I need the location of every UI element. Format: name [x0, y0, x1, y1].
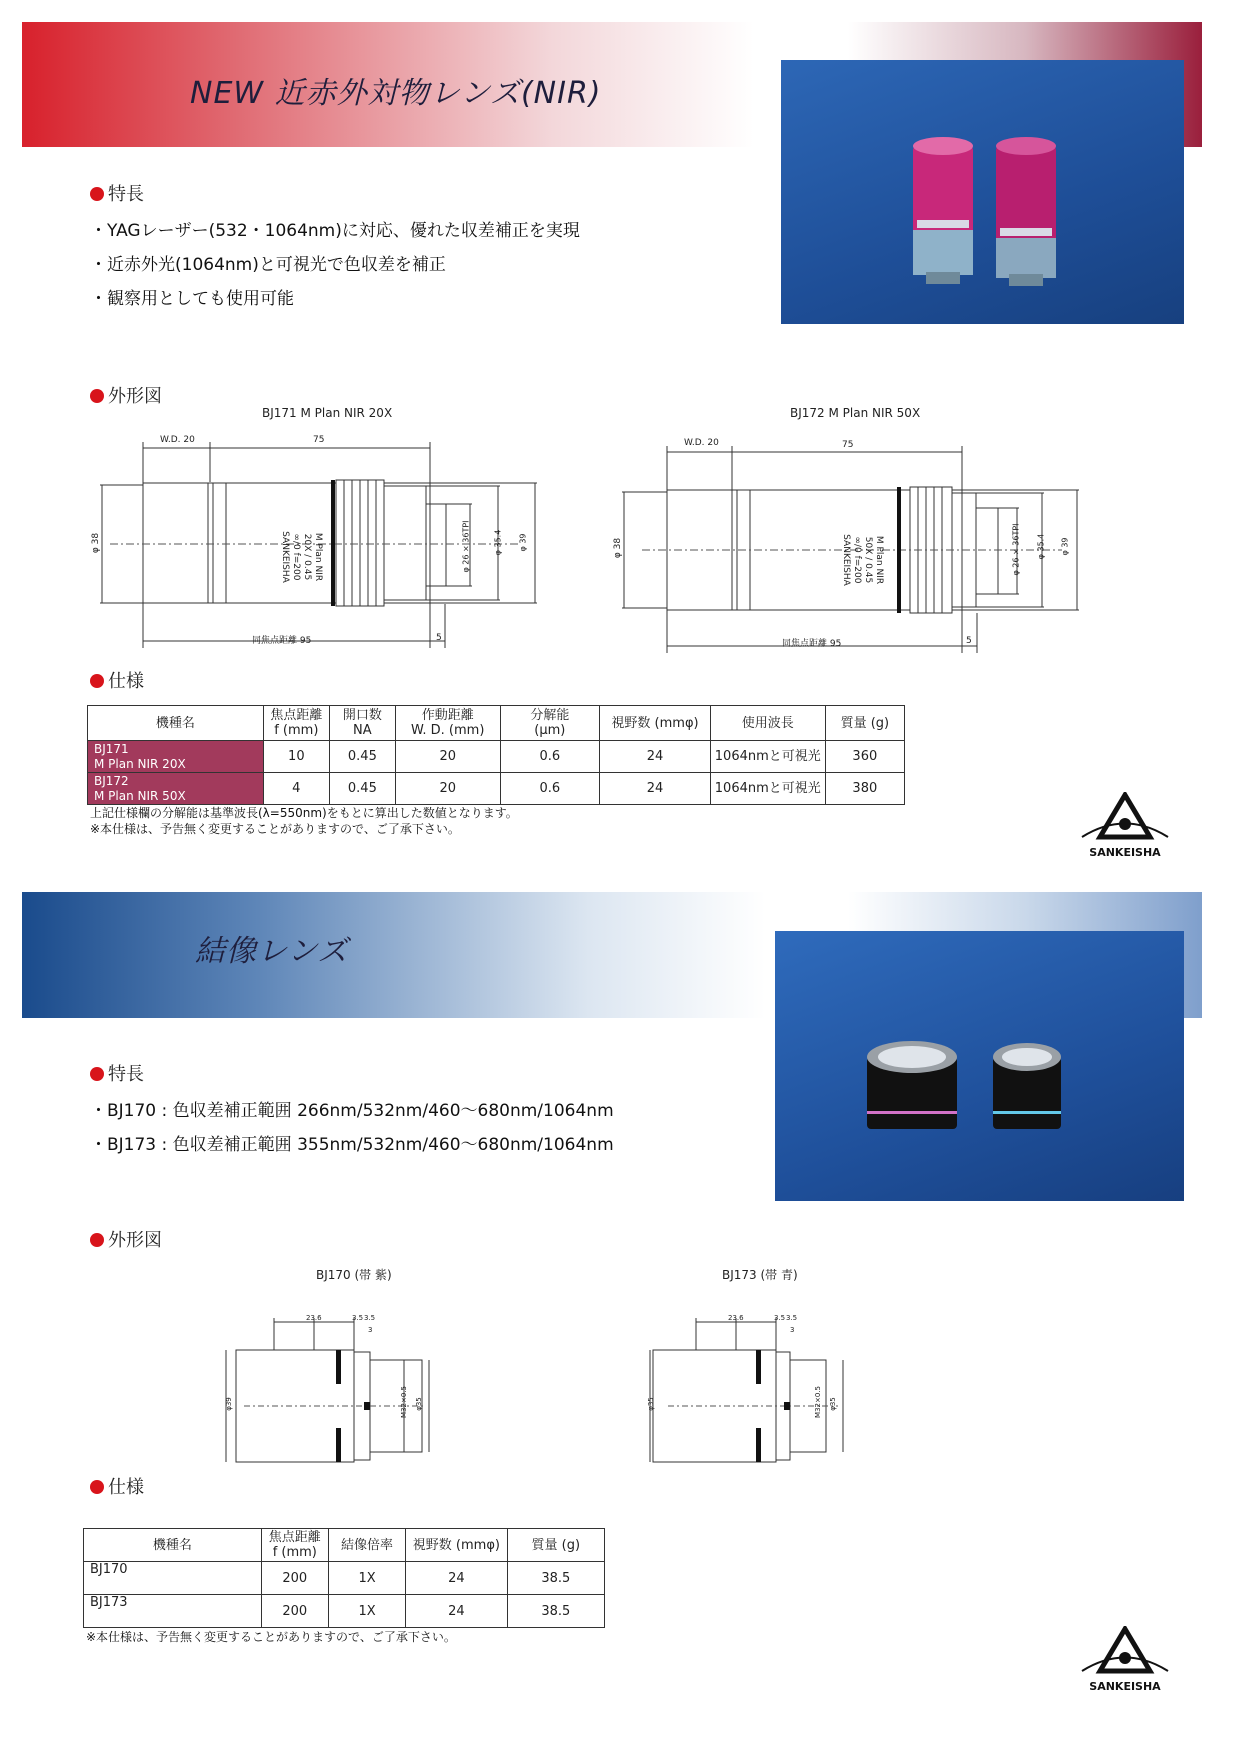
lens-barrel-right [996, 238, 1056, 278]
product-photo-nir [781, 60, 1184, 324]
column-header: 結像倍率 [328, 1529, 405, 1562]
dimension-label: 3 [790, 1326, 795, 1334]
table-row [84, 1595, 605, 1628]
lens-glass-bj173 [1002, 1048, 1052, 1066]
table-row [88, 741, 905, 773]
bullet-dot-icon [90, 389, 104, 403]
engraving-line: SANKEISHA [841, 534, 851, 586]
dimension-label: 3.5 [352, 1314, 364, 1322]
model-name-cell: BJ173 [84, 1595, 262, 1628]
diameter-label: φ 39 [518, 533, 528, 552]
length-label: 75 [313, 435, 325, 445]
spec-heading-label: 仕様 [108, 671, 144, 692]
dimension-label: 3.5 [786, 1314, 798, 1322]
tail-length-label: 5 [436, 633, 442, 643]
table-header-row [84, 1529, 605, 1562]
thread-label: φ 26 × 36TPI [461, 520, 471, 573]
imaging-lenses-illustration [775, 931, 1184, 1201]
nir-lenses-illustration [781, 60, 1184, 324]
engraving-line: M Plan NIR [313, 532, 323, 582]
sankeisha-logo-icon [1080, 792, 1170, 842]
bullet-dot-icon [90, 1067, 104, 1081]
column-header: 分解能 (μm) [500, 706, 600, 741]
wd-label: W.D. 20 [160, 435, 195, 445]
spec-heading-label: 仕様 [108, 1477, 144, 1498]
total-length-label: 同焦点距離 95 [252, 636, 312, 646]
features-heading-label: 特長 [108, 184, 144, 205]
thread-label: φ 26 × 36TPI [1011, 523, 1021, 576]
features-heading-imaging [90, 1060, 144, 1086]
note-line: ※本仕様は、予告無く変更することがありますので、ご了承下さい。 [86, 1630, 456, 1644]
lens-barrel-left [913, 230, 973, 275]
diameter-label: φ 38 [613, 537, 624, 559]
table-cell: 20 [395, 773, 500, 805]
column-header: 焦点距離 f (mm) [261, 1529, 328, 1562]
note-line: ※本仕様は、予告無く変更することがありますので、ご了承下さい。 [90, 822, 460, 836]
table-row [88, 773, 905, 805]
table-cell: 0.45 [329, 773, 395, 805]
column-header: 質量 (g) [507, 1529, 604, 1562]
engraving-line: M Plan NIR [874, 535, 884, 585]
bullet-dot-icon [90, 1480, 104, 1494]
table-cell: 24 [406, 1562, 507, 1595]
dimension-label: 3.5 [364, 1314, 376, 1322]
table-cell: 1064nmと可視光 [710, 773, 825, 805]
drawing-caption: BJ173 (帯 青) [722, 1268, 798, 1282]
table-row [84, 1562, 605, 1595]
table-cell: 1064nmと可視光 [710, 741, 825, 773]
table-cell: 24 [600, 773, 711, 805]
column-header: 使用波長 [710, 706, 825, 741]
table-cell: 4 [263, 773, 329, 805]
diameter-label: φ35 [828, 1397, 837, 1411]
purple-band-bj170 [867, 1111, 957, 1114]
table-cell: 20 [395, 741, 500, 773]
lens-ring-left [917, 220, 969, 228]
logo-text: SANKEISHA [1089, 1680, 1161, 1693]
table-cell: 0.45 [329, 741, 395, 773]
product-photo-imaging [775, 931, 1184, 1201]
column-header: 焦点距離 f (mm) [263, 706, 329, 741]
spec-heading-nir [90, 667, 144, 693]
table-cell: 38.5 [507, 1595, 604, 1628]
diameter-label: φ35 [414, 1397, 423, 1411]
column-header: 機種名 [84, 1529, 262, 1562]
blue-band-bj173 [993, 1111, 1061, 1114]
thread-label: M32×0.5 [399, 1386, 408, 1418]
sankeisha-logo [1080, 1626, 1170, 1696]
drawings-heading-imaging [90, 1226, 162, 1252]
spec-table-nir [87, 705, 905, 805]
dimension-label: 3 [368, 1326, 373, 1334]
section-title-imaging: 結像レンズ [195, 934, 349, 969]
tail-length-label: 5 [966, 636, 972, 646]
diameter-label: φ 38 [91, 532, 102, 554]
dimension-label: 23.6 [306, 1314, 322, 1322]
table-cell: 380 [825, 773, 904, 805]
diameter-label: φ 35.4 [1036, 533, 1046, 560]
column-header: 質量 (g) [825, 706, 904, 741]
engraving-line: ∞/0 f=200 [852, 536, 862, 584]
thread-label: M32×0.5 [813, 1386, 822, 1418]
engraving-line: ∞/0 f=200 [291, 533, 301, 581]
features-heading-nir [90, 180, 144, 206]
table-cell: 10 [263, 741, 329, 773]
column-header: 視野数 (mmφ) [406, 1529, 507, 1562]
table-cell: 360 [825, 741, 904, 773]
diameter-label: φ39 [224, 1397, 233, 1411]
lens-ring-right [1000, 228, 1052, 236]
table-cell: 24 [406, 1595, 507, 1628]
bullet-dot-icon [90, 1233, 104, 1247]
table-cell: 1X [328, 1562, 405, 1595]
sankeisha-logo-icon [1080, 1626, 1170, 1676]
lens-glass-bj170 [878, 1046, 946, 1068]
total-length-label: 同焦点距離 95 [782, 639, 842, 649]
feature-item: ・YAGレーザー(532・1064nm)に対応、優れた収差補正を実現 [90, 221, 580, 241]
diameter-label: φ 35.4 [493, 529, 503, 556]
sankeisha-logo [1080, 792, 1170, 862]
lens-nose-right [1009, 274, 1043, 286]
model-name-cell: BJ171 M Plan NIR 20X [88, 741, 264, 773]
dimension-label: 3.5 [774, 1314, 786, 1322]
drawing-caption: BJ171 M Plan NIR 20X [262, 406, 393, 420]
lens-engraving [279, 502, 323, 612]
column-header: 機種名 [88, 706, 264, 741]
lens-engraving [840, 505, 884, 615]
table-cell: 0.6 [500, 741, 600, 773]
drawing-caption: BJ170 (帯 紫) [316, 1268, 392, 1282]
note-line: 上記仕様欄の分解能は基準波長(λ=550nm)をもとに算出した数値となります。 [90, 806, 518, 820]
diameter-label: φ35 [646, 1397, 655, 1411]
spec-table-imaging [83, 1528, 605, 1628]
bullet-dot-icon [90, 187, 104, 201]
engraving-line: 50X / 0.45 [863, 536, 873, 584]
drawing-caption: BJ172 M Plan NIR 50X [790, 406, 921, 420]
table-cell: 200 [261, 1562, 328, 1595]
outline-drawing-svg [648, 1310, 858, 1470]
feature-item: ・BJ170 : 色収差補正範囲 266nm/532nm/460〜680nm/1064nm [90, 1101, 614, 1121]
dimension-label: 23.6 [728, 1314, 744, 1322]
column-header: 視野数 (mmφ) [600, 706, 711, 741]
wd-label: W.D. 20 [684, 438, 719, 448]
drawings-heading-label: 外形図 [108, 386, 162, 407]
lens-top-left [913, 137, 973, 155]
length-label: 75 [842, 440, 854, 450]
engraving-line: SANKEISHA [280, 531, 290, 583]
lens-nose-left [926, 272, 960, 284]
feature-item: ・BJ173 : 色収差補正範囲 355nm/532nm/460〜680nm/1064nm [90, 1135, 614, 1155]
feature-item: ・近赤外光(1064nm)と可視光で色収差を補正 [90, 255, 446, 275]
spec-heading-imaging [90, 1473, 144, 1499]
drawings-heading-nir [90, 382, 162, 408]
bullet-dot-icon [90, 674, 104, 688]
table-header-row [88, 706, 905, 741]
section-title-nir: NEW 近赤外対物レンズ(NIR) [190, 76, 602, 111]
lens-top-right [996, 137, 1056, 155]
column-header: 作動距離 W. D. (mm) [395, 706, 500, 741]
model-name-cell: BJ170 [84, 1562, 262, 1595]
table-cell: 200 [261, 1595, 328, 1628]
table-cell: 0.6 [500, 773, 600, 805]
outline-drawing-bj173 [648, 1310, 858, 1470]
table-cell: 38.5 [507, 1562, 604, 1595]
diameter-label: φ 39 [1060, 537, 1070, 556]
features-heading-label: 特長 [108, 1064, 144, 1085]
column-header: 開口数 NA [329, 706, 395, 741]
logo-text: SANKEISHA [1089, 846, 1161, 859]
model-name-cell: BJ172 M Plan NIR 50X [88, 773, 264, 805]
engraving-line: 20X / 0.45 [302, 533, 312, 581]
table-cell: 1X [328, 1595, 405, 1628]
feature-item: ・観察用としても使用可能 [90, 289, 294, 309]
table-cell: 24 [600, 741, 711, 773]
drawings-heading-label: 外形図 [108, 1230, 162, 1251]
